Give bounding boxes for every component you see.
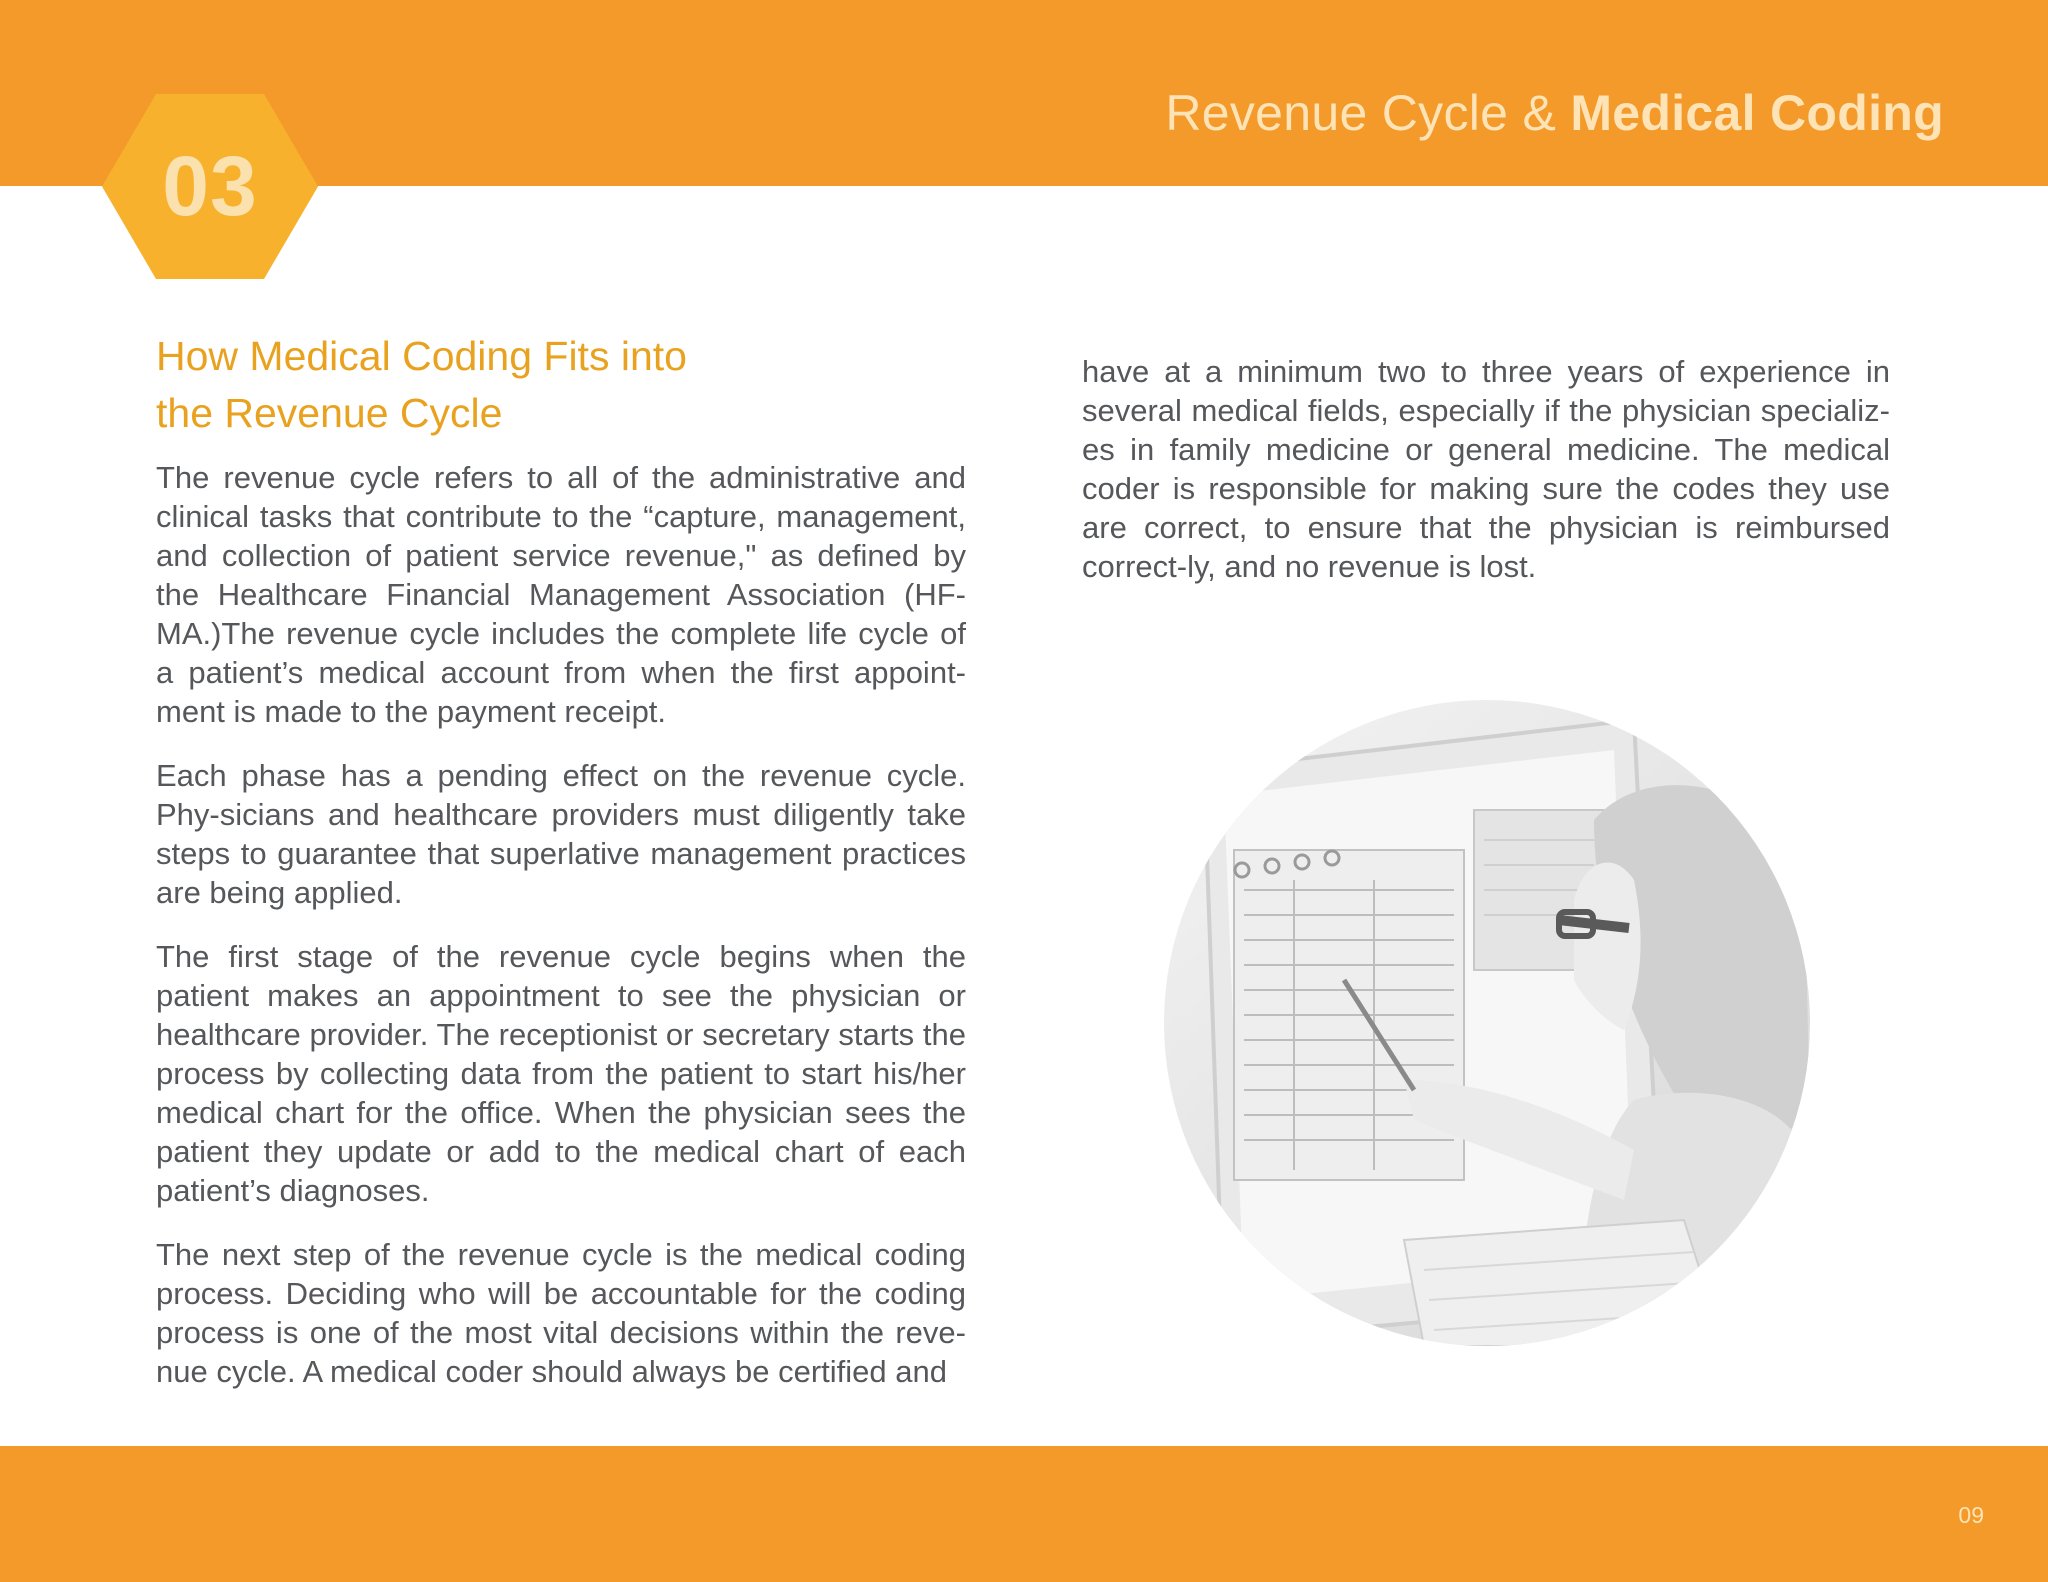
body-paragraph: have at a minimum two to three years of experience in several medical fields, especially if the physician specializ-es in family medicine or general medicine. The medical coder is responsible for making sure the codes they use are correct, to ensure that the physician is reimbursed correct-ly, and no revenue is lost. [1082, 354, 1890, 584]
right-text-column [1082, 352, 1890, 611]
section-heading [156, 328, 856, 442]
photo-illustration [1164, 700, 1810, 1346]
left-text-column [156, 458, 966, 1416]
section-heading-line-1: How Medical Coding Fits into [156, 333, 687, 379]
body-paragraph: The next step of the revenue cycle is the medical coding process. Deciding who will be accountable for the coding process is one of the most vital decisions within the reve-nue cycle. A medical coder should always be certified and [156, 1237, 966, 1389]
body-paragraph: The first stage of the revenue cycle begins when the patient makes an appointment to see the physician or healthcare provider. The receptionist or secretary starts the process by collecting data from the patient to start his/her medical chart for the office. When the physician sees the patient they update or add to the medical chart of each patient’s diagnoses. [156, 939, 966, 1208]
header-title-bold: Medical Coding [1570, 85, 1944, 141]
page-header-title [1165, 84, 1944, 142]
header-title-light: Revenue Cycle & [1165, 85, 1557, 141]
body-paragraph: The revenue cycle refers to all of the administrative and clinical tasks that contribute to the “capture, management, and collection of patient service revenue," as defined by the Healthcare Financial Management Association (HF-MA.)The revenue cycle includes the complete life cycle of a patient’s medical account from when the first appoint-ment is made to the payment receipt. [156, 460, 966, 729]
coder-at-computer-photo [1164, 700, 1810, 1346]
body-paragraph: Each phase has a pending effect on the revenue cycle. Phy-sicians and healthcare providers must diligently take steps to guarantee that superlative management practices are being applied. [156, 758, 966, 910]
footer-band [0, 1446, 2048, 1582]
section-heading-line-2: the Revenue Cycle [156, 390, 503, 436]
chapter-number: 03 [162, 139, 258, 233]
page-number: 09 [1958, 1502, 1984, 1528]
chapter-hexagon-badge [102, 94, 318, 279]
